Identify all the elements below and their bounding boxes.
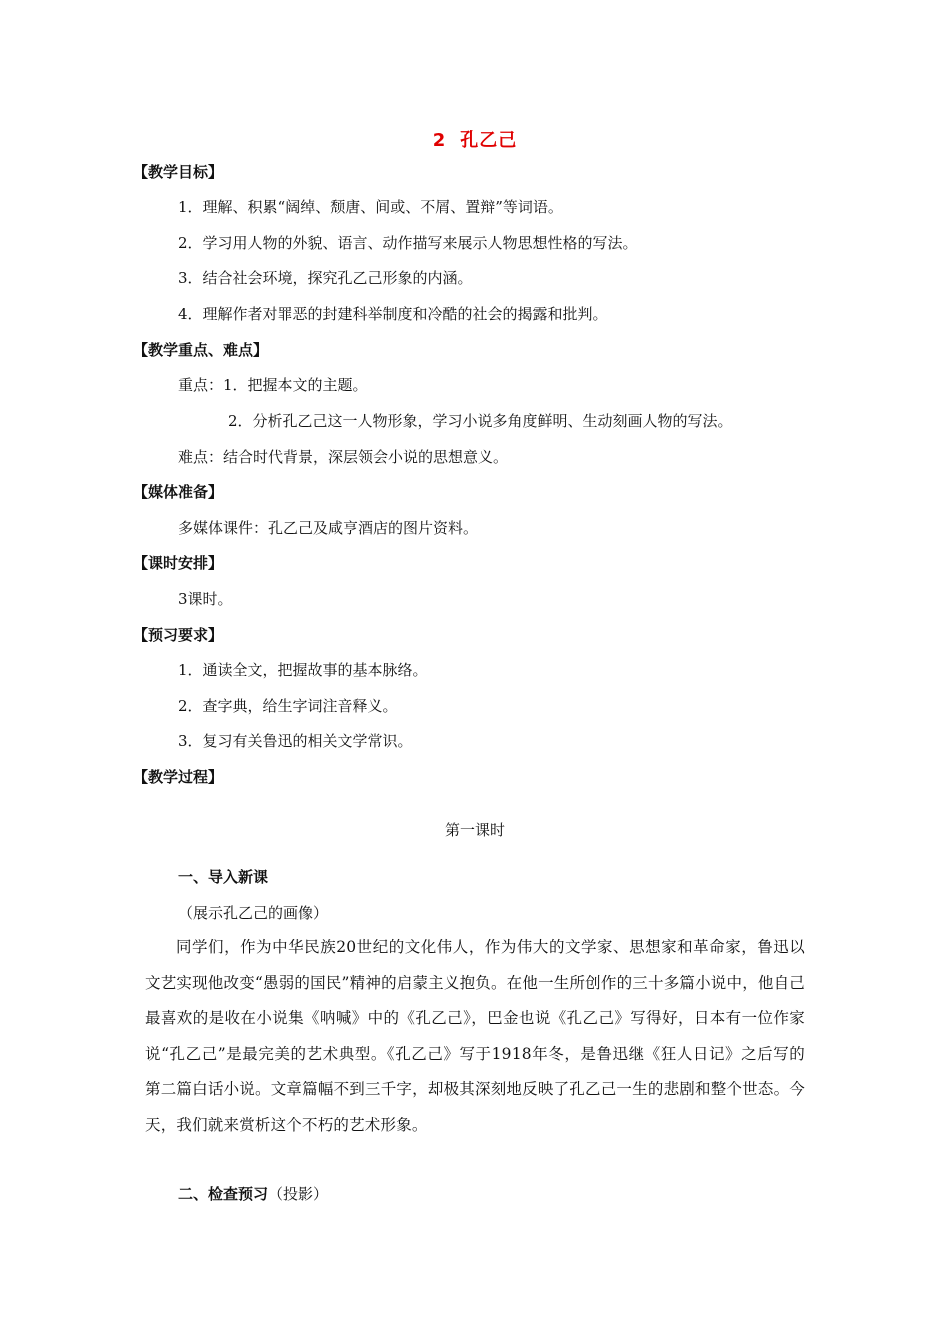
difficulty-item: 难点：结合时代背景，深层领会小说的思想意义。 xyxy=(178,448,509,466)
preview-item: 1．通读全文，把握故事的基本脉络。 xyxy=(178,661,428,679)
section-2-title: 二、检查预习 xyxy=(178,1185,269,1203)
preview-heading: 【预习要求】 xyxy=(133,626,224,644)
lesson-title: 第一课时 xyxy=(444,821,505,839)
objective-item: 1．理解、积累“阔绰、颓唐、间或、不屑、置辩”等词语。 xyxy=(178,198,563,216)
schedule-text: 3课时。 xyxy=(178,590,233,608)
objective-item: 4．理解作者对罪恶的封建科举制度和冷酷的社会的揭露和批判。 xyxy=(178,305,608,323)
section-2-line xyxy=(178,1184,328,1204)
media-heading: 【媒体准备】 xyxy=(133,483,224,501)
preview-item: 2．查字典，给生字词注音释义。 xyxy=(178,697,398,715)
process-heading: 【教学过程】 xyxy=(133,768,224,786)
focus-item: 重点：1．把握本文的主题。 xyxy=(178,376,368,394)
section-1-title: 一、导入新课 xyxy=(178,868,269,886)
objectives-heading: 【教学目标】 xyxy=(133,163,224,181)
section-2-note: （投影） xyxy=(268,1185,329,1203)
objective-item: 3．结合社会环境，探究孔乙己形象的内涵。 xyxy=(178,269,473,287)
section-1-paragraph: 同学们，作为中华民族20世纪的文化伟人，作为伟大的文学家、思想家和革命家，鲁迅以文艺实现他改变“愚弱的国民”精神的启蒙主义抱负。在他一生所创作的三十多篇小说中，他自己最喜欢的是收在小说集《呐喊》中的《孔乙己》，巴金也说《孔乙己》写得好，日本有一位作家说“孔乙己”是最完美的艺术典型。《孔乙己》写于1918年冬，是鲁迅继《狂人日记》之后写的第二篇白话小说。文章篇幅不到三千字，却极其深刻地反映了孔乙己一生的悲剧和整个世态。今天，我们就来赏析这个不朽的艺术形象。 xyxy=(145,938,805,1134)
preview-item: 3．复习有关鲁迅的相关文学常识。 xyxy=(178,732,413,750)
page-title xyxy=(0,126,950,152)
section-1-note: （展示孔乙己的画像） xyxy=(178,904,329,922)
media-text: 多媒体课件：孔乙己及咸亨酒店的图片资料。 xyxy=(178,519,479,537)
key-points-heading: 【教学重点、难点】 xyxy=(133,341,269,359)
schedule-heading: 【课时安排】 xyxy=(133,554,224,572)
focus-item: 2．分析孔乙己这一人物形象，学习小说多角度鲜明、生动刻画人物的写法。 xyxy=(228,412,733,430)
title-text: 孔乙己 xyxy=(460,130,518,151)
title-number: 2 xyxy=(432,130,447,151)
objective-item: 2．学习用人物的外貌、语言、动作描写来展示人物思想性格的写法。 xyxy=(178,234,638,252)
